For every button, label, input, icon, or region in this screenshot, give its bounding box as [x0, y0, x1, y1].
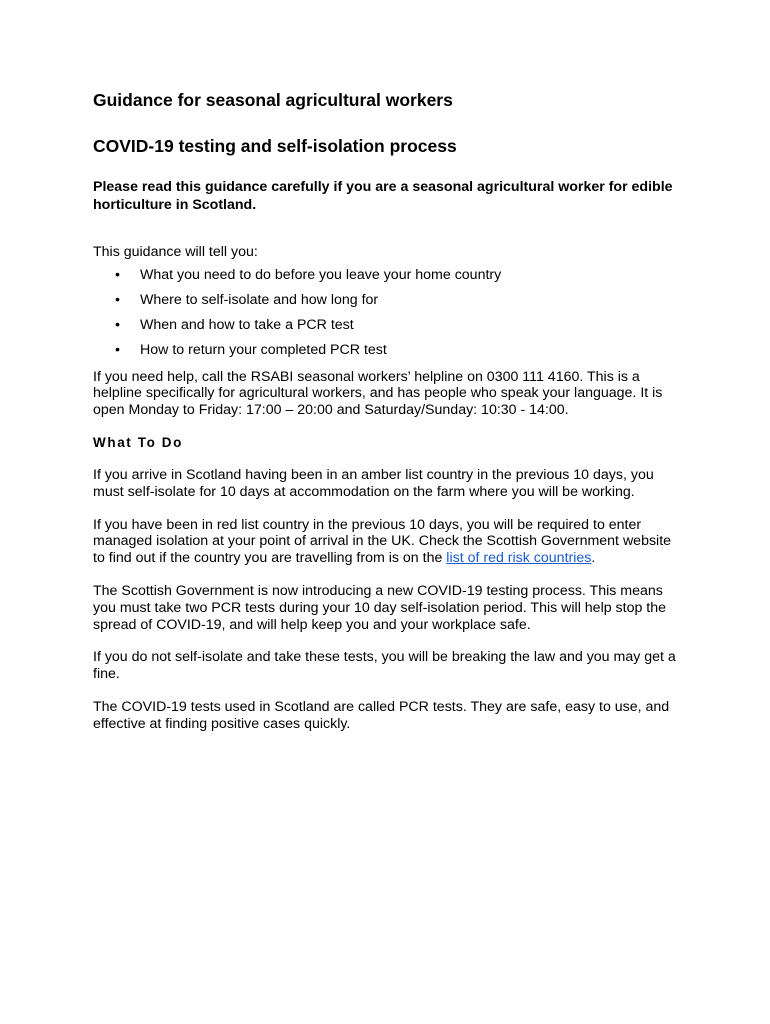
- red-list-text-end: .: [591, 550, 596, 567]
- red-list-text: If you have been in red list country in the previous 10 days, you will be required to enter managed isolation at your point of arrival in the UK. Check the Scottish Government website to find out if the country you are travelling from is on the: [93, 516, 672, 567]
- section-heading: What To Do: [93, 434, 183, 450]
- list-item: [93, 292, 683, 309]
- list-item-text: How to return your completed PCR test: [140, 341, 387, 358]
- list-item: [93, 317, 683, 334]
- red-list-paragraph: [93, 517, 678, 567]
- document-page: [93, 88, 683, 733]
- list-item-text: Where to self-isolate and how long for: [140, 291, 379, 308]
- document-title: Guidance for seasonal agricultural workers: [93, 90, 453, 110]
- bullet-icon: •: [115, 341, 120, 358]
- document-subtitle: COVID-19 testing and self-isolation process: [93, 136, 457, 156]
- amber-list-paragraph: If you arrive in Scotland having been in an amber list country in the previous 10 days, you must self-isolate for 10 days at accommodation on the farm where you will be working.: [93, 466, 654, 500]
- list-item-text: When and how to take a PCR test: [140, 316, 354, 333]
- lead-paragraph: Please read this guidance carefully if you are a seasonal agricultural worker for edible horticulture in Scotland.: [93, 179, 673, 213]
- list-item: [93, 342, 683, 359]
- list-item-text: What you need to do before you leave your home country: [140, 266, 502, 283]
- list-item: [93, 267, 683, 284]
- bullet-icon: •: [115, 291, 120, 308]
- bullet-icon: •: [115, 316, 120, 333]
- law-paragraph: If you do not self-isolate and take these tests, you will be breaking the law and you may get a fine.: [93, 649, 676, 683]
- intro-text: This guidance will tell you:: [93, 244, 258, 260]
- red-risk-countries-link[interactable]: list of red risk countries: [446, 550, 592, 567]
- testing-paragraph: The Scottish Government is now introducing a new COVID-19 testing process. This means you must take two PCR tests during your 10 day self-isolation period. This will help stop the spread of COVID-19, and will help keep you and your workplace safe.: [93, 582, 667, 633]
- pcr-paragraph: The COVID-19 tests used in Scotland are called PCR tests. They are safe, easy to use, and effective at finding positive cases quickly.: [93, 698, 670, 732]
- helpline-paragraph: If you need help, call the RSABI seasonal workers’ helpline on 0300 111 4160. This is a helpline specifically for agricultural workers, and has people who speak your language. It is open Monday to Friday: 17:00 – 20:00 and Saturday/Sunday: 10:30 - 14:00.: [93, 368, 663, 419]
- guidance-list: [93, 267, 683, 359]
- bullet-icon: •: [115, 266, 120, 283]
